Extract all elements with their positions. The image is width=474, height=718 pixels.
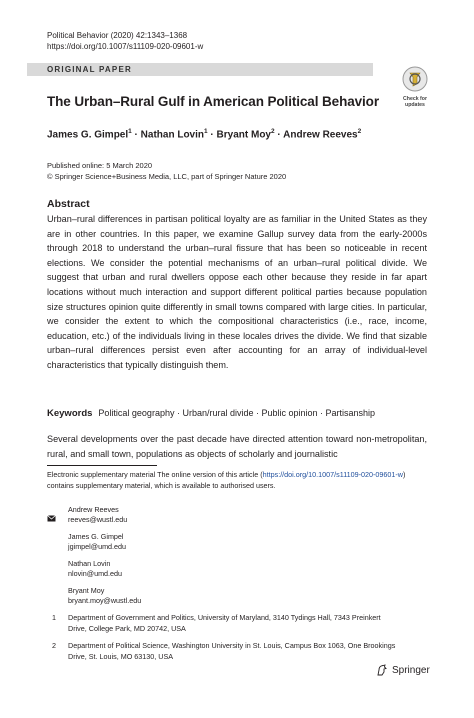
author-affiliation-mark: 2 [357,128,362,135]
author-affiliation-mark: 2 [270,128,275,135]
footnote-rule [47,465,157,466]
author-name[interactable]: Bryant Moy [216,129,271,141]
corr-email[interactable]: reeves@wustl.edu [68,515,128,524]
author-name[interactable]: Nathan Lovin [140,129,205,141]
correspondence-item [68,559,141,579]
correspondence-item [68,532,141,552]
check-for-updates-badge[interactable] [395,66,435,108]
correspondence-item [68,586,141,606]
correspondence-icon [47,509,56,527]
article-type-label: ORIGINAL PAPER [27,63,373,76]
corr-name: Andrew Reeves [68,505,119,514]
paper-title: The Urban–Rural Gulf in American Political Behavior [47,94,379,109]
publisher-logo [376,664,430,676]
supplementary-text-after: ) contains supplementary material, which is available to authorised users. [47,470,406,490]
keywords-list: Political geography · Urban/rural divide · Public opinion · Partisanship [98,408,376,418]
author-separator: · [207,129,217,141]
keywords-label: Keywords [47,408,93,419]
abstract-heading: Abstract [47,198,90,210]
abstract-body: Urban–rural differences in partisan political loyalty are as familiar in the United States as they are in other countries. In this paper, we examine Gallup survey data from the early-2000s through 2018 to understand the urban–rural fissure that has been so noticeable in recent elections. We consider the potential mechanisms of an urban–rural political divide. We suggest that urban and rural dwellers oppose each other because they reside in far apart locations without much interaction and support different political parties because population size structures opinion quite differently in small towns compared with large cities. In particular, we consider the extent to which the compositional characteristics (i.e., race, income, education, etc.) of the individuals living in these locales drives the divide. We find that sizable urban–rural differences persist even after accounting for an array of individual-level characteristics that typically distinguish them. [47,214,427,370]
affiliation-number: 1 [52,613,56,622]
author-affiliation-mark: 1 [128,128,132,135]
affiliation-number: 2 [52,641,56,650]
journal-doi: https://doi.org/10.1007/s11109-020-09601-w [47,42,204,51]
correspondence-list [68,505,141,606]
corr-email[interactable]: jgimpel@umd.edu [68,542,127,551]
journal-header [47,30,203,52]
supplementary-label: Electronic supplementary material [47,470,156,479]
corr-name: Nathan Lovin [68,559,111,568]
publisher-name: Springer [392,664,430,676]
author-affiliation-mark: 1 [204,128,208,135]
check-for-updates-label: Check for updates [403,96,427,108]
check-for-updates-icon [402,66,428,92]
affiliation-text: Department of Government and Politics, University of Maryland, 3140 Tydings Hall, 7343 Preinkert Drive, College Park, MD 20742, USA [68,613,381,633]
springer-horse-icon [376,664,388,676]
published-date: Published online: 5 March 2020 [47,161,153,170]
corr-email[interactable]: bryant.moy@wustl.edu [68,596,142,605]
supplementary-footnote [47,470,427,492]
journal-citation: Political Behavior (2020) 42:1343–1368 [47,31,188,40]
author-separator: · [131,129,141,141]
author-list [47,128,361,140]
copyright-line: © Springer Science+Business Media, LLC, part of Springer Nature 2020 [47,171,287,181]
author-name[interactable]: Andrew Reeves [283,129,358,141]
supplementary-text-before: The online version of this article ( [155,470,263,479]
corr-email[interactable]: nlovin@umd.edu [68,569,123,578]
affiliation-text: Department of Political Science, Washington University in St. Louis, Campus Box 1063, One Brookings Drive, St. Louis, MO 63130, USA [68,641,396,661]
author-name[interactable]: James G. Gimpel [47,129,129,141]
corr-name: James G. Gimpel [68,532,124,541]
supplementary-link[interactable]: https://doi.org/10.1007/s11109-020-09601-w [262,470,403,479]
intro-paragraph: Several developments over the past decade have directed attention toward non-metropolitan, rural, and small town, populations as objects of scholarly and journalistic [47,434,427,459]
publication-info [47,161,286,182]
corr-name: Bryant Moy [68,586,105,595]
keywords [47,408,375,419]
author-separator: · [274,129,284,141]
correspondence-item [68,505,141,525]
